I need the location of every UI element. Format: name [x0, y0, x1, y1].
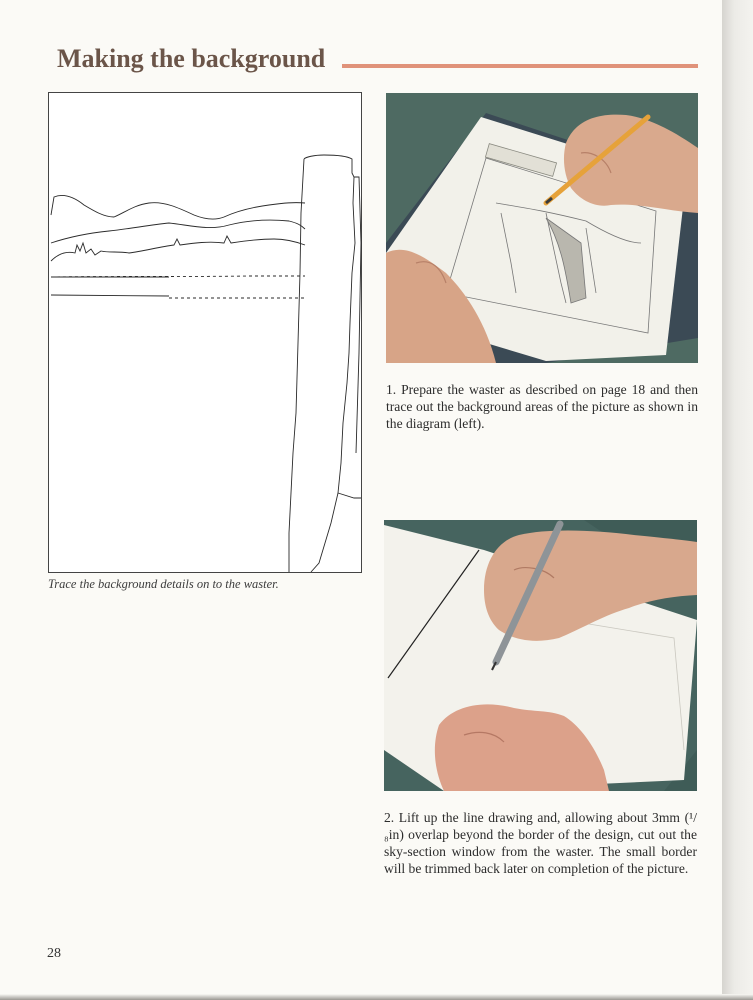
cutting-photo: [384, 520, 697, 791]
diagram-far-hills: [51, 195, 305, 219]
page-title: Making the background: [57, 44, 326, 73]
background-tracing-diagram: [48, 92, 362, 573]
cutting-photo-illustration: [384, 520, 697, 791]
diagram-caption: Trace the background details on to the waster.: [48, 577, 279, 591]
diagram-tree-line: [51, 236, 305, 261]
diagram-tree-trunk: [304, 155, 355, 572]
diagram-waterline: [51, 295, 169, 296]
step-1-text: 1. Prepare the waster as described on page 18 and then trace out the background areas of the picture as shown in the diagram (left).: [386, 382, 698, 431]
step-2-text: 2. Lift up the line drawing and, allowing about 3mm (¹/₈in) overlap beyond the border of the design, cut out the sky-section window from the waster. The small border will be trimmed back later on completion of the picture.: [384, 810, 697, 876]
page-edge-shadow: [722, 0, 753, 1000]
diagram-line-art: [49, 93, 363, 574]
page-number: 28: [47, 946, 61, 961]
tracing-photo: [386, 93, 698, 363]
scan-bottom-edge: [0, 994, 753, 1000]
tracing-photo-illustration: [386, 93, 698, 363]
title-accent-rule: [342, 64, 698, 68]
